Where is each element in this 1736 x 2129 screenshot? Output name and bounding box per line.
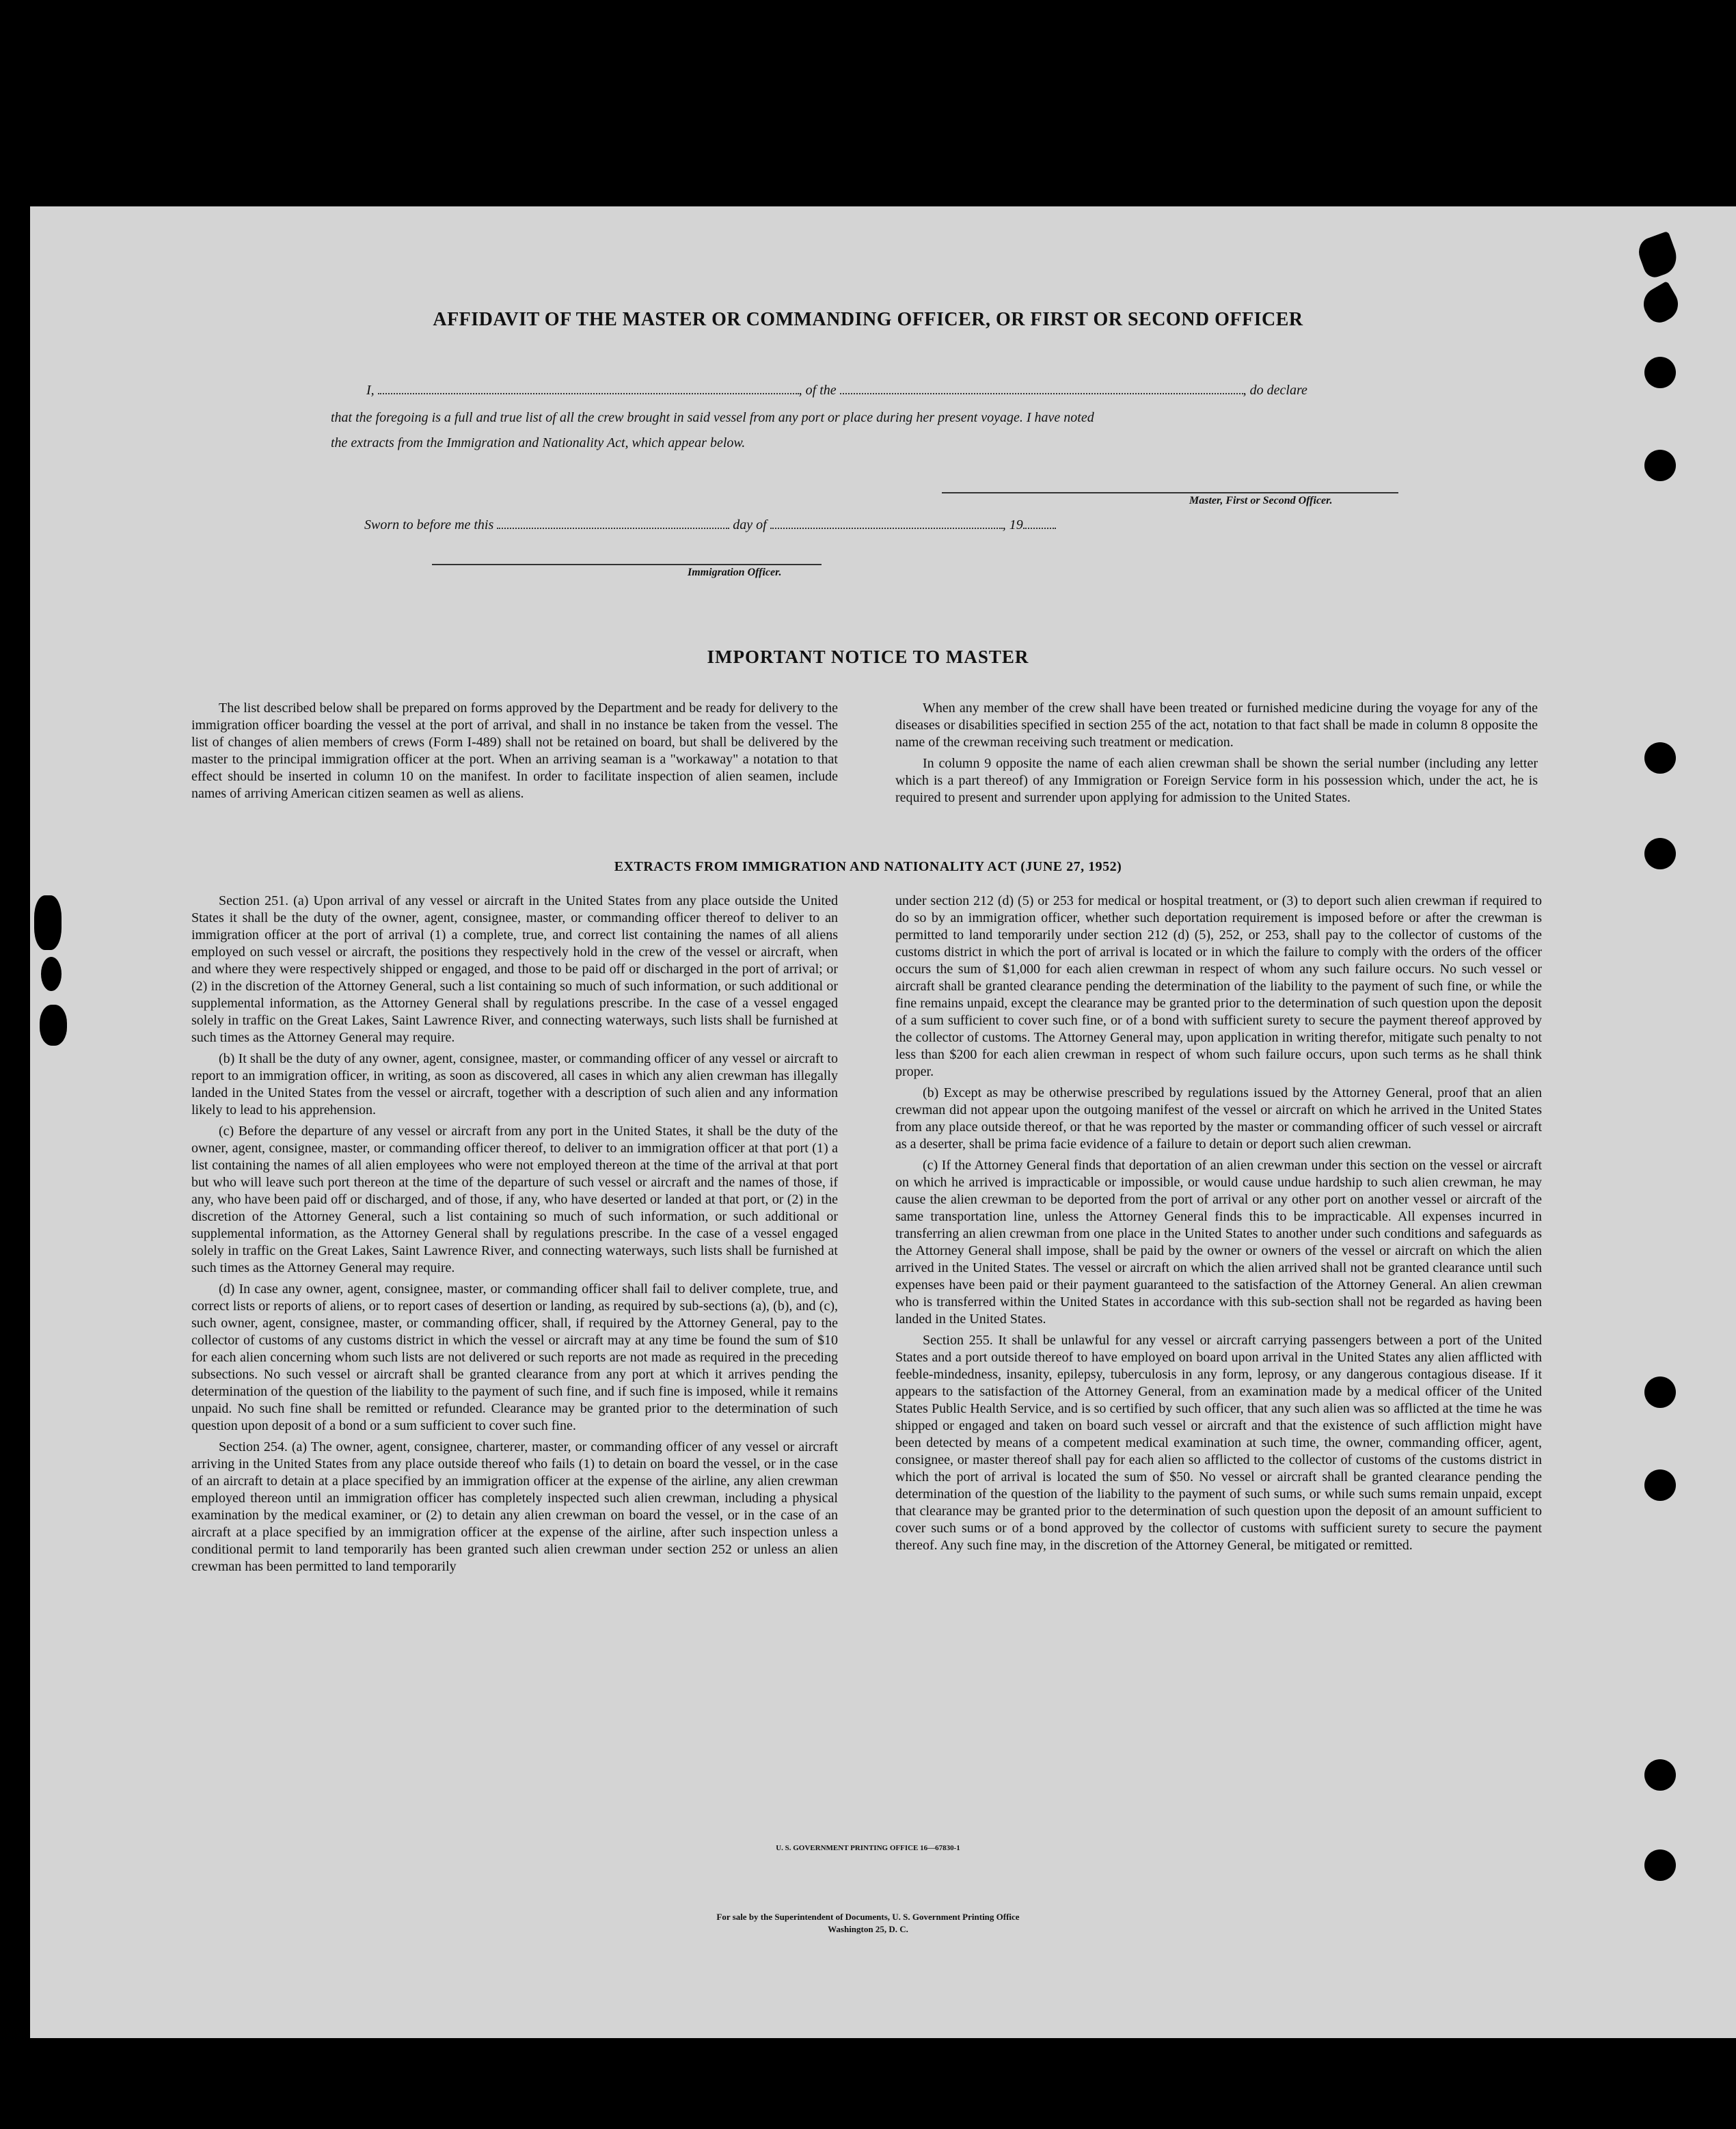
punch-hole	[1644, 742, 1676, 774]
do-declare-label: , do declare	[1243, 383, 1307, 398]
notice-title: IMPORTANT NOTICE TO MASTER	[707, 647, 1029, 667]
punch-hole	[1644, 450, 1676, 481]
sworn-line	[364, 517, 1056, 533]
affidavit-i-label: I,	[366, 383, 375, 398]
notice-right-paragraph-2: In column 9 opposite the name of each alien crewman shall be shown the serial number (including any letter which is a part thereof) of any Immigration or Foreign Service form in his possession which, under the act, he is required to present and surrender upon applying for admission to the United States.	[895, 756, 1538, 805]
affidavit-line-3: the extracts from the Immigration and Nationality Act, which appear below.	[331, 435, 746, 450]
vessel-field[interactable]	[840, 392, 1243, 394]
extracts-title: EXTRACTS FROM IMMIGRATION AND NATIONALITY ACT (JUNE 27, 1952)	[614, 859, 1122, 874]
punch-hole	[1644, 1469, 1676, 1501]
name-field[interactable]	[378, 392, 799, 394]
punch-hole	[1644, 357, 1676, 388]
section-254-a-continued: under section 212 (d) (5) or 253 for medical or hospital treatment, or (3) to deport such alien crewman if required to do so by an immigration officer, whether such deportation requirement is imposed before or after the crewman is permitted to land temporarily under section 212 (d) (5), 252, or 253, shall pay to the collector of customs of the customs district in which the port of arrival is located or in which the failure to comply with the orders of the officer occurs the sum of $1,000 for each alien crewman in respect of whom any such failure occurs. No such vessel or aircraft shall be granted clearance pending the determination of the liability to the payment of such fine, or while the fine remains unpaid, except the clearance may be granted prior to the determination of such question upon the deposit of a sum sufficient to cover such fine, or of a bond with sufficient surety to secure the payment thereof approved by the collector of customs. The Attorney General may, upon application in writing therefor, mitigate such penalty to not less than $200 for each alien crewman in respect of whom such failure occurs, upon such terms as he shall think proper.	[895, 893, 1542, 1079]
punch-hole	[1644, 1759, 1676, 1791]
sworn-year-field[interactable]	[1023, 527, 1056, 529]
section-254-b: (b) Except as may be otherwise prescribed by regulations issued by the Attorney General, proof that an alien crewman did not appear upon the outgoing manifest of the vessel or aircraft on which he arrived in the United States from any place outside thereof, or that he was reported by the master or commanding officer of such vessel or aircraft as a deserter, shall be prima facie evidence of a failure to detain or deport such alien crewman.	[895, 1085, 1542, 1152]
ink-blot	[34, 895, 62, 950]
section-251-c: (c) Before the departure of any vessel or aircraft from any port in the United States, it shall be the duty of the owner, agent, consignee, master, or commanding officer thereof, to deliver to an immigration officer at that port (1) a list containing the names of all alien employees who were not employed thereon at the time of the arrival at that port but who will leave such port thereon at the time of the departure of such vessel or aircraft and the names of those, if any, who have been paid off or discharged, and of those, if any, who have deserted or landed at that port, or (2) in the discretion of the Attorney General, such a list containing so much of such information, or such additional or supplemental information, as the Attorney General shall by regulations prescribe. In the case of a vessel engaged solely in traffic on the Great Lakes, Saint Lawrence River, and connecting waterways, such lists shall be furnished at such times as the Attorney General may require.	[191, 1124, 838, 1275]
affidavit-title: AFFIDAVIT OF THE MASTER OR COMMANDING OFFICER, OR FIRST OR SECOND OFFICER	[433, 309, 1303, 330]
section-251-d: (d) In case any owner, agent, consignee, master, or commanding officer shall fail to deliver complete, true, and correct lists or reports of aliens, or to report cases of desertion or landing, as required by sub-sections (a), (b), and (c), such owner, agent, consignee, master, or commanding officer, shall, if required by the Attorney General, pay to the collector of customs of any customs district in which the vessel or aircraft may at any time be found the sum of $10 for each alien concerning whom such lists are not delivered or such reports are not made as required in the preceding subsections. No such vessel or aircraft shall be granted clearance from any port at which it arrives pending the determination of the question of the liability to the payment of such fine, and if such fine is imposed, while it remains unpaid. No such fine shall be remitted or refunded. Clearance may be granted prior to the determination of such question upon deposit of a bond or a sum sufficient to cover such fine.	[191, 1282, 838, 1433]
section-251-a: Section 251. (a) Upon arrival of any vessel or aircraft in the United States from any place outside the United States it shall be the duty of the owner, agent, consignee, master, or commanding officer thereof to deliver to an immigration officer at the port of arrival (1) a complete, true, and correct list containing the names of all aliens employed on such vessel or aircraft, the positions they respectively hold in the crew of the vessel or aircraft, when and where they were respectively shipped or engaged, and those to be paid off or discharged in the port of arrival; or (2) in the discretion of the Attorney General, such a list containing so much of such information, or such additional or supplemental information, as the Attorney General shall by regulations prescribe. In the case of a vessel engaged solely in traffic on the Great Lakes, Saint Lawrence River, and connecting waterways, such lists shall be furnished at such times as the Attorney General may require.	[191, 893, 838, 1045]
sworn-label: Sworn to before me this	[364, 517, 494, 532]
printing-office-line: U. S. GOVERNMENT PRINTING OFFICE 16—67830-1	[776, 1844, 960, 1852]
notice-left-column	[191, 700, 838, 806]
of-the-label: , of the	[798, 383, 837, 398]
sworn-day-field[interactable]	[497, 527, 729, 529]
officer-signature-line[interactable]	[432, 564, 822, 565]
master-caption: Master, First or Second Officer.	[1189, 495, 1333, 506]
sale-line-2: Washington 25, D. C.	[828, 1924, 908, 1934]
punch-hole	[1644, 1849, 1676, 1881]
ink-blot	[40, 1005, 67, 1046]
master-signature-line[interactable]	[942, 492, 1398, 493]
notice-right-paragraph-1: When any member of the crew shall have been treated or furnished medicine during the voyage for any of the diseases or disabilities specified in section 255 of the act, notation to that fact shall be made in column 8 opposite the name of the crewman receiving such treatment or medication.	[895, 701, 1538, 750]
sale-line-1: For sale by the Superintendent of Documents, U. S. Government Printing Office	[716, 1912, 1020, 1922]
sworn-month-field[interactable]	[770, 527, 1003, 529]
notice-right-column	[895, 700, 1538, 811]
section-255: Section 255. It shall be unlawful for any vessel or aircraft carrying passengers between a port of the United States and a port outside thereof to have employed on board upon arrival in the United States any alien afflicted with feeble-mindedness, insanity, epilepsy, tuberculosis in any form, leprosy, or any dangerous contagious disease. If it appears to the satisfaction of the Attorney General, from an examination made by a medical officer of the United States Public Health Service, and is so certified by such officer, that any such alien was so afflicted at the time he was shipped or engaged and taken on board such vessel or aircraft and that the existence of such affliction might have been detected by means of a competent medical examination at such time, the owner, commanding officer, agent, consignee, or master thereof shall pay for each alien so afflicted to the collector of customs of the customs district in which the port of arrival is located the sum of $50. No vessel or aircraft shall be granted clearance pending the determination of the question of the liability to the payment of such sums, or while such sums remain unpaid, except that clearance may be granted prior to the determination of such question upon the deposit of an amount sufficient to cover such sums or of a bond approved by the collector of customs with sufficient surety to secure the payment thereof. Any such fine may, in the discretion of the Attorney General, be mitigated or remitted.	[895, 1333, 1542, 1553]
day-of-label: day of	[733, 517, 767, 532]
affidavit-line-2: that the foregoing is a full and true list of all the crew brought in said vessel from any port or place during her present voyage. I have noted	[331, 410, 1094, 425]
section-254-c: (c) If the Attorney General finds that deportation of an alien crewman under this section on the vessel or aircraft on which he arrived is impracticable or impossible, or would cause undue hardship to such alien crewman, he may cause the alien crewman to be deported from the port of arrival or any other port on another vessel or aircraft of the same transportation line, unless the Attorney General finds this to be impracticable. All expenses incurred in transferring an alien crewman from one place in the United States to another under such conditions and safeguards as the Attorney General shall impose, shall be paid by the owner or owners of the vessel or aircraft on which the alien arrived in the United States. The vessel or aircraft on which the alien arrived shall not be granted clearance until such expenses have been paid or their payment guaranteed to the satisfaction of the Attorney General. An alien crewman who is transferred within the United States in accordance with this sub-section shall not be regarded as having been landed in the United States.	[895, 1158, 1542, 1327]
ink-blot	[41, 957, 62, 991]
affidavit-line-1	[366, 383, 1307, 398]
extracts-right-column	[895, 893, 1542, 1558]
officer-caption: Immigration Officer.	[688, 567, 782, 578]
punch-hole	[1644, 1377, 1676, 1408]
notice-left-paragraph: The list described below shall be prepared on forms approved by the Department and be ready for delivery to the immigration officer boarding the vessel at the port of arrival, and shall in no instance be taken from the vessel. The list of changes of alien members of crews (Form I-489) shall not be retained on board, but shall be delivered by the master to the principal immigration officer at the port. When an arriving seaman is a "workaway" a notation to that effect should be inserted in column 10 on the manifest. In order to facilitate inspection of alien seamen, include names of arriving American citizen seamen as well as aliens.	[191, 701, 838, 801]
extracts-left-column	[191, 893, 838, 1579]
section-254-a: Section 254. (a) The owner, agent, consignee, charterer, master, or commanding officer of any vessel or aircraft arriving in the United States from any place outside thereof who fails (1) to detain on board the vessel, or in the case of an aircraft to detain at a place specified by an immigration officer at the expense of the airline, any alien crewman employed thereon until an immigration officer has completely inspected such alien crewman, including a physical examination by the medical examiner, or (2) to detain any alien crewman on board the vessel, or in the case of an aircraft at a place specified by an immigration officer at the expense of the airline, after such inspection unless a conditional permit to land temporarily has been granted such alien crewman under section 252 or unless an alien crewman has been permitted to land temporarily	[191, 1439, 838, 1574]
section-251-b: (b) It shall be the duty of any owner, agent, consignee, master, or commanding officer of any vessel or aircraft to report to an immigration officer, in writing, as soon as discovered, all cases in which any alien crewman has illegally landed in the United States from the vessel or aircraft, together with a description of such alien and any information likely to lead to his apprehension.	[191, 1051, 838, 1117]
year-label: , 19	[1002, 517, 1023, 532]
